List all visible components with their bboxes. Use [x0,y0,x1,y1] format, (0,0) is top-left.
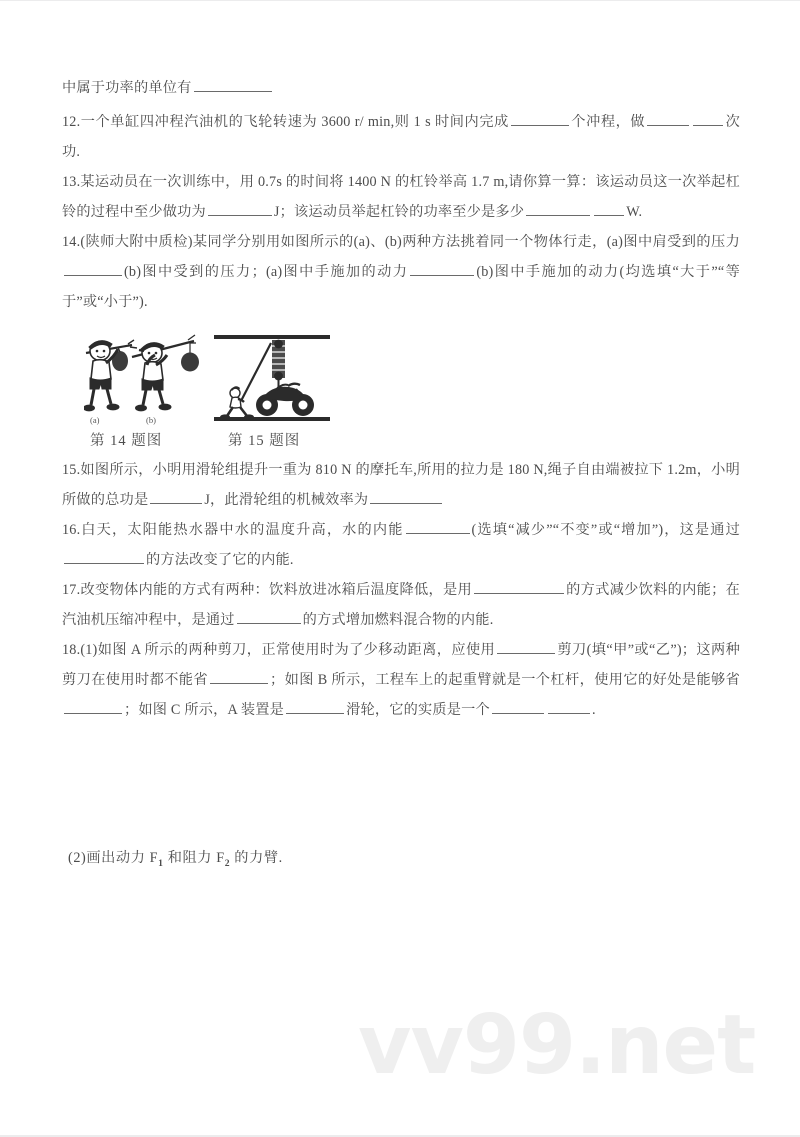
question-18-2-text-after: 的力臂. [230,850,283,866]
question-12-seg-3: 次功. [62,114,740,160]
question-15 [62,455,740,515]
question-13-seg-2: J；该运动员举起杠铃的功率至少是多少 [273,204,525,220]
question-17-number: 17. [62,582,81,598]
question-12-number: 12. [62,114,81,130]
figure-15-caption: 第 15 题图 [228,433,301,449]
question-16-seg-1: 白天，太阳能热水器中水的温度升高，水的内能 [80,522,404,538]
figure-14-caption: 第 14 题图 [90,433,163,449]
figure-15-svg [208,331,336,427]
answer-blank[interactable] [64,549,144,564]
answer-blank[interactable] [526,201,590,216]
answer-blank[interactable] [693,111,723,126]
question-12 [62,107,740,167]
question-17-seg-3: 的方式增加燃料混合物的内能. [302,612,494,628]
question-16-seg-3: 的方法改变了它的内能. [146,552,294,568]
question-14-seg-3: (b)图中手施加的动力(均选填“大于”“等于”或“小于”). [62,264,740,310]
question-18-part1 [62,635,740,725]
question-18-part2 [62,843,740,879]
figure-captions [62,427,362,453]
question-15-number: 15. [62,462,81,478]
answer-blank[interactable] [64,699,122,714]
answer-blank[interactable] [647,111,689,126]
question-14-seg-2: (b)图中受到的压力；(a)图中手施加的动力 [124,264,409,280]
question-18-2-text-before: 画出动力 F [86,850,159,866]
question-14-seg-1: (陕师大附中质检)某同学分别用如图所示的(a)、(b)两种方法挑着同一个物体行走，(a)图中肩受到的压力 [80,234,740,250]
answer-blank[interactable] [64,261,122,276]
boy-a-figure [84,340,137,411]
site-watermark: vv99.net [358,998,756,1093]
question-12-seg-1: 一个单缸四冲程汽油机的飞轮转速为 3600 r/ min,则 1 s 时间内完成 [80,114,509,130]
question-13-seg-1: 某运动员在一次训练中，用 0.7s 的时间将 1400 N 的杠铃举高 1.7 m,请你算一算：该运动员这一次举起杠铃的过程中至少做功为 [62,174,740,220]
question-18-2-text-mid: 和阻力 F [163,850,225,866]
figure-15-illustration [208,331,336,427]
answer-blank[interactable] [497,639,555,654]
answer-blank[interactable] [492,699,544,714]
question-18-number: 18.(1) [62,642,98,658]
figure-14-illustration [84,331,206,427]
figures-block [62,331,740,455]
figure-label-b: (b) [146,415,156,425]
drawing-answer-space[interactable] [62,725,740,843]
question-18-seg-6: . [591,702,596,718]
question-17-seg-1: 改变物体内能的方式有两种：饮料放进冰箱后温度降低，是用 [80,582,472,598]
motorcycle [256,384,314,416]
answer-blank[interactable] [410,261,474,276]
figure-label-a: (a) [90,415,100,425]
question-18-seg-2: 剪刀(填“甲”或“乙”)；这两种剪刀在使用时都不能省 [62,642,740,688]
question-16-number: 16. [62,522,81,538]
question-18-seg-3: ；如图 B 所示，工程车上的起重臂就是一个杠杆，使用它的好处是能够省 [270,672,740,688]
question-13 [62,167,740,227]
answer-blank[interactable] [150,489,202,504]
boy-b-figure [132,335,199,411]
figure-14-svg [84,331,206,427]
question-14 [62,227,740,317]
question-16-seg-2: (选填“减少”“不变”或“增加”)，这是通过 [471,522,740,538]
q11-text: 中属于功率的单位有 [62,80,192,96]
answer-blank[interactable] [286,699,344,714]
answer-blank[interactable] [594,201,624,216]
question-13-number: 13. [62,174,81,190]
answer-blank[interactable] [210,669,268,684]
question-17 [62,575,740,635]
question-14-number: 14. [62,234,81,250]
question-18-2-prefix: (2) [68,850,87,866]
force-f1-subscript: 1 [158,857,164,869]
question-18-seg-1: 如图 A 所示的两种剪刀，正常使用时为了少移动距离，应使用 [97,642,496,658]
answer-blank[interactable] [370,489,442,504]
question-15-seg-1: 如图所示，小明用滑轮组提升一重为 810 N 的摩托车,所用的拉力是 180 N,绳子自由端被拉下 1.2m，小明所做的总功是 [62,462,740,508]
question-17-seg-2: 的方式减少饮料的内能；在汽油机压缩冲程中，是通过 [62,582,740,628]
person-pulling [220,386,254,419]
answer-blank[interactable] [208,201,272,216]
question-15-seg-2: J，此滑轮组的机械效率为 [204,492,369,508]
question-18-seg-4: ；如图 C 所示，A 装置是 [124,702,285,718]
answer-blank[interactable] [511,111,569,126]
answer-blank[interactable] [237,609,301,624]
question-16 [62,515,740,575]
question-11-continuation [62,73,740,103]
answer-blank[interactable] [194,77,272,92]
page-content [62,73,740,879]
force-f2-subscript: 2 [224,857,231,869]
answer-blank[interactable] [548,699,590,714]
answer-blank[interactable] [474,579,564,594]
answer-blank[interactable] [406,519,470,534]
question-13-seg-3: W. [626,204,643,220]
question-12-seg-2: 个冲程，做 [570,114,646,130]
question-18-seg-5: 滑轮，它的实质是一个 [346,702,490,718]
